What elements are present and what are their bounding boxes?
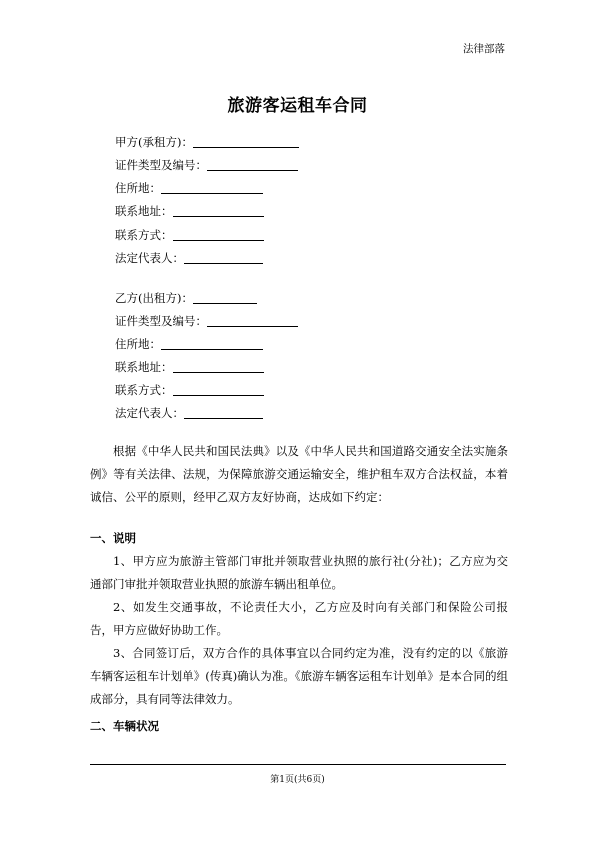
party-b-contact-label: 联系方式：	[115, 383, 173, 397]
party-b-residence-blank	[161, 336, 263, 350]
party-a-contact-blank	[173, 227, 264, 241]
party-b-lessor-field	[115, 290, 257, 306]
section1-clause1: 1、甲方应为旅游主管部门审批并领取营业执照的旅行社(分社)；乙方应为交通部门审批并领取营业执照的旅游车辆出租单位。	[90, 554, 508, 591]
party-a-contact-field	[115, 227, 264, 243]
party-b-id-label: 证件类型及编号：	[115, 314, 207, 328]
section1-clause3: 3、合同签订后，双方合作的具体事宜以合同约定为准，没有约定的以《旅游车辆客运租车计划单》(传真)确认为准。《旅游车辆客运租车计划单》是本合同的组成部分，具有同等法律效力。	[90, 646, 508, 706]
party-a-lessee-blank	[193, 134, 299, 148]
party-b-contact-field	[115, 382, 264, 398]
party-a-residence-field	[115, 180, 263, 196]
party-a-address-label: 联系地址：	[115, 204, 173, 218]
party-a-id-blank	[207, 157, 298, 171]
party-a-rep-blank	[184, 250, 263, 264]
section1-clause2: 2、如发生交通事故，不论责任大小，乙方应及时向有关部门和保险公司报告，甲方应做好协助工作。	[90, 600, 508, 637]
document-title: 旅游客运租车合同	[227, 96, 368, 116]
preamble-paragraph: 根据《中华人民共和国民法典》以及《中华人民共和国道路交通安全法实施条例》等有关法律、法规，为保障旅游交通运输安全，维护租车双方合法权益，本着诚信、公平的原则，经甲乙双方友好协商，达成如下约定：	[90, 444, 508, 504]
party-b-id-field	[115, 313, 298, 329]
footer-rule	[90, 764, 506, 765]
party-b-address-label: 联系地址：	[115, 360, 173, 374]
section1-heading: 一、说明	[90, 531, 136, 545]
party-a-lessee-field	[115, 134, 299, 150]
header-tag: 法律部落	[463, 43, 505, 55]
party-b-rep-label: 法定代表人：	[115, 406, 184, 420]
party-b-id-blank	[207, 313, 298, 327]
party-b-lessor-label: 乙方(出租方)：	[115, 291, 193, 305]
party-a-id-field	[115, 157, 298, 173]
party-a-address-blank	[173, 203, 264, 217]
party-b-rep-blank	[184, 405, 263, 419]
party-a-contact-label: 联系方式：	[115, 228, 173, 242]
party-a-address-field	[115, 203, 264, 219]
party-a-rep-label: 法定代表人：	[115, 251, 184, 265]
party-a-residence-blank	[161, 180, 263, 194]
party-a-residence-label: 住所地：	[115, 181, 161, 195]
party-b-address-blank	[173, 359, 264, 373]
party-a-rep-field	[115, 250, 263, 266]
party-a-lessee-label: 甲方(承租方)：	[115, 135, 193, 149]
party-b-lessor-blank	[193, 290, 257, 304]
party-b-residence-field	[115, 336, 263, 352]
section2-heading: 二、车辆状况	[90, 719, 159, 733]
party-b-contact-blank	[173, 382, 264, 396]
party-a-id-label: 证件类型及编号：	[115, 158, 207, 172]
party-b-address-field	[115, 359, 264, 375]
party-b-rep-field	[115, 405, 263, 421]
page-number: 第1页(共6页)	[270, 775, 325, 785]
party-b-residence-label: 住所地：	[115, 337, 161, 351]
